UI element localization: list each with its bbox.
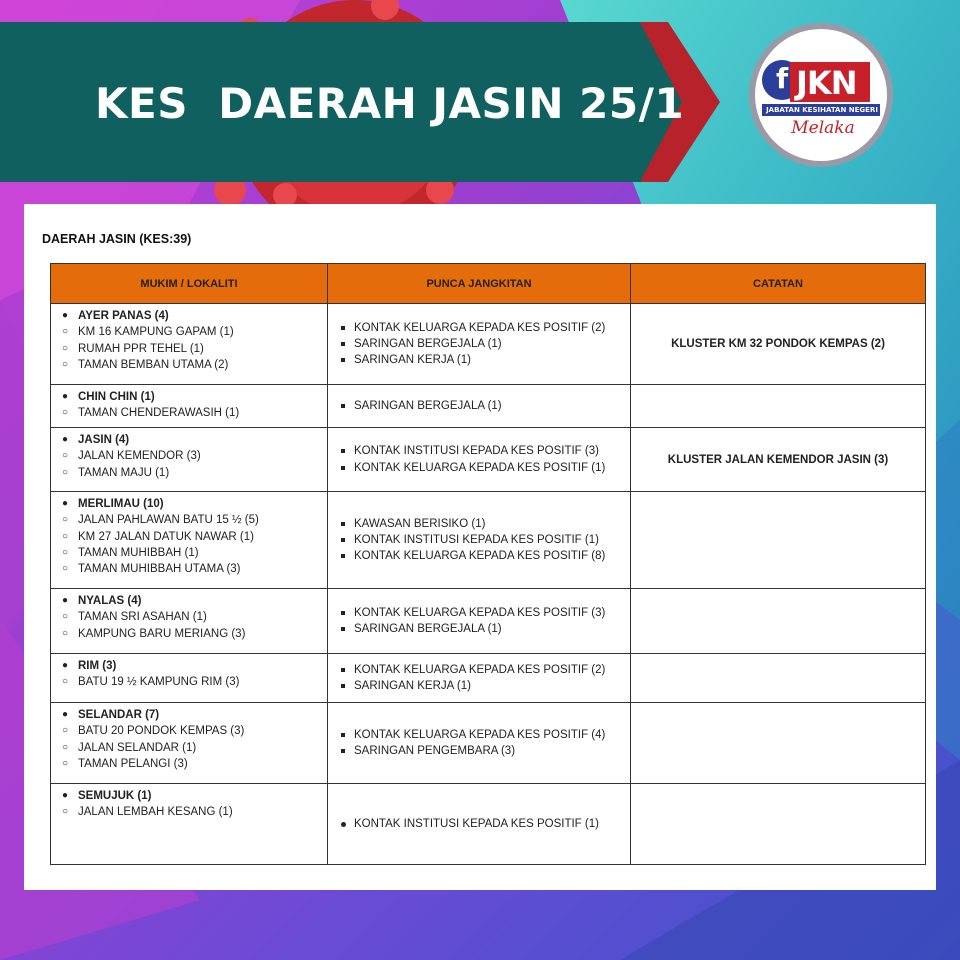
circle-bullet-icon: ○: [61, 407, 69, 419]
square-bullet-icon: [341, 449, 345, 453]
locality-name: JALAN LEMBAH KESANG (1): [78, 806, 233, 819]
square-bullet-icon: [341, 733, 345, 737]
circle-bullet-icon: ○: [61, 725, 69, 737]
catatan-cell: [631, 589, 926, 654]
page-title: KES DAERAH JASIN 25/1: [95, 79, 685, 128]
locality-name: KM 16 KAMPUNG GAPAM (1): [78, 326, 234, 339]
source-text: KONTAK KELUARGA KEPADA KES POSITIF (8): [354, 550, 606, 563]
square-bullet-icon: [341, 554, 345, 558]
source-item: [336, 320, 630, 336]
source-text: SARINGAN BERGEJALA (1): [354, 399, 502, 412]
mukim-name: CHIN CHIN (1): [78, 391, 155, 403]
locality-name: JALAN KEMENDOR (3): [78, 450, 201, 463]
punca-cell: [328, 589, 631, 654]
source-item: [336, 398, 630, 414]
logo-state: Melaka: [791, 118, 855, 138]
source-item: [336, 743, 630, 759]
locality-item: [57, 529, 327, 545]
locality-name: TAMAN BEMBAN UTAMA (2): [78, 358, 229, 371]
bullet-icon: ●: [61, 434, 69, 445]
locality-item: [57, 324, 327, 340]
source-text: KONTAK KELUARGA KEPADA KES POSITIF (4): [354, 728, 606, 741]
locality-item: [57, 405, 327, 421]
locality-name: TAMAN SRI ASAHAN (1): [78, 611, 207, 624]
punca-cell: [328, 304, 631, 385]
cases-table: [50, 263, 926, 865]
logo-acronym: JKN: [796, 64, 857, 102]
bullet-icon: ●: [61, 660, 69, 671]
source-text: SARINGAN KERJA (1): [354, 354, 471, 367]
source-text: KONTAK INSTITUSI KEPADA KES POSITIF (1): [354, 817, 599, 830]
locality-item: [57, 545, 327, 561]
source-item: [336, 516, 630, 532]
source-text: SARINGAN BERGEJALA (1): [354, 623, 502, 635]
catatan-cell: [631, 492, 926, 589]
mukim-cell: [51, 428, 328, 492]
mukim-name: NYALAS (4): [78, 595, 142, 607]
circle-bullet-icon: ○: [61, 546, 69, 558]
mukim-heading: [57, 593, 327, 609]
locality-item: [57, 723, 327, 739]
source-text: SARINGAN PENGEMBARA (3): [354, 745, 516, 757]
bullet-icon: ●: [61, 391, 69, 402]
column-header-punca: PUNCA JANGKITAN: [328, 264, 631, 304]
punca-cell: [328, 654, 631, 703]
mukim-name: RIM (3): [78, 660, 117, 672]
locality-item: [57, 341, 327, 357]
mukim-cell: [51, 654, 328, 703]
district-title: DAERAH JASIN (KES:39): [42, 232, 192, 246]
bullet-icon: ●: [61, 709, 69, 720]
source-item: [336, 605, 630, 621]
mukim-cell: [51, 703, 328, 784]
square-bullet-icon: [341, 749, 345, 753]
locality-name: TAMAN PELANGI (3): [78, 757, 188, 770]
circle-bullet-icon: ○: [61, 611, 69, 623]
circle-bullet-icon: ○: [61, 741, 69, 753]
locality-item: [57, 448, 327, 464]
mukim-heading: [57, 308, 327, 324]
table-row: [51, 703, 926, 784]
jkn-logo: [748, 22, 894, 168]
square-bullet-icon: [341, 668, 345, 672]
source-text: SARINGAN BERGEJALA (1): [354, 337, 502, 350]
circle-bullet-icon: ○: [61, 627, 69, 639]
logo-org-name: JABATAN KESIHATAN NEGERI: [766, 106, 878, 114]
square-bullet-icon: [341, 684, 345, 688]
locality-item: [57, 357, 327, 373]
circle-bullet-icon: ○: [61, 358, 69, 370]
source-item: [336, 662, 630, 678]
catatan-cell: [631, 654, 926, 703]
locality-item: [57, 512, 327, 528]
mukim-name: MERLIMAU (10): [78, 498, 164, 510]
source-text: KAWASAN BERISIKO (1): [354, 517, 486, 530]
column-header-catatan: CATATAN: [631, 264, 926, 304]
locality-item: [57, 756, 327, 772]
table-row: [51, 589, 926, 654]
source-item: [336, 532, 630, 548]
locality-name: TAMAN MUHIBBAH (1): [78, 546, 199, 559]
locality-item: [57, 609, 327, 625]
mukim-name: AYER PANAS (4): [78, 310, 169, 322]
source-item: [336, 727, 630, 743]
source-item: [336, 621, 630, 637]
logo-letter: f: [776, 62, 789, 95]
table-row: [51, 784, 926, 865]
punca-cell: [328, 784, 631, 865]
square-bullet-icon: [341, 538, 345, 542]
mukim-cell: [51, 492, 328, 589]
catatan-cell: KLUSTER JALAN KEMENDOR JASIN (3): [631, 428, 926, 492]
mukim-heading: [57, 707, 327, 723]
square-bullet-icon: [341, 627, 345, 631]
locality-item: [57, 740, 327, 756]
locality-name: TAMAN MUHIBBAH UTAMA (3): [78, 563, 241, 576]
circle-bullet-icon: ○: [61, 806, 69, 818]
mukim-name: JASIN (4): [78, 434, 130, 446]
punca-cell: [328, 492, 631, 589]
bullet-icon: ●: [61, 310, 69, 321]
column-header-mukim: MUKIM / LOKALITI: [51, 264, 328, 304]
locality-name: RUMAH PPR TEHEL (1): [78, 342, 204, 355]
source-text: KONTAK KELUARGA KEPADA KES POSITIF (1): [354, 461, 606, 474]
source-text: KONTAK KELUARGA KEPADA KES POSITIF (2): [354, 321, 606, 334]
locality-name: KAMPUNG BARU MERIANG (3): [78, 627, 246, 640]
punca-cell: [328, 428, 631, 492]
source-item: [336, 352, 630, 368]
mukim-cell: [51, 589, 328, 654]
square-bullet-icon: [341, 611, 345, 615]
square-bullet-icon: [341, 358, 345, 362]
locality-item: [57, 561, 327, 577]
locality-name: BATU 20 PONDOK KEMPAS (3): [78, 725, 245, 738]
mukim-cell: [51, 385, 328, 428]
source-text: KONTAK KELUARGA KEPADA KES POSITIF (3): [354, 606, 606, 619]
bullet-icon: ●: [61, 498, 69, 509]
mukim-cell: [51, 304, 328, 385]
source-text: KONTAK KELUARGA KEPADA KES POSITIF (2): [354, 663, 606, 676]
circle-bullet-icon: ○: [61, 342, 69, 354]
table-row: [51, 385, 926, 428]
mukim-heading: [57, 658, 327, 674]
source-item: [336, 443, 630, 459]
mukim-name: SEMUJUK (1): [78, 790, 152, 802]
square-bullet-icon: [341, 326, 345, 330]
source-item: [336, 816, 630, 832]
source-item: [336, 460, 630, 476]
table-row: [51, 304, 926, 385]
circle-bullet-icon: ○: [61, 757, 69, 769]
mukim-heading: [57, 496, 327, 512]
punca-cell: [328, 703, 631, 784]
table-row: [51, 428, 926, 492]
locality-item: [57, 626, 327, 642]
source-text: KONTAK INSTITUSI KEPADA KES POSITIF (3): [354, 445, 599, 458]
circle-bullet-icon: ○: [61, 514, 69, 526]
circle-bullet-icon: ○: [61, 466, 69, 478]
source-item: [336, 678, 630, 694]
dot-bullet-icon: [341, 822, 346, 827]
locality-item: [57, 674, 327, 690]
catatan-cell: [631, 784, 926, 865]
catatan-cell: [631, 385, 926, 428]
source-text: KONTAK INSTITUSI KEPADA KES POSITIF (1): [354, 533, 599, 546]
source-item: [336, 548, 630, 564]
catatan-cell: [631, 703, 926, 784]
table-row: [51, 492, 926, 589]
circle-bullet-icon: ○: [61, 326, 69, 338]
circle-bullet-icon: ○: [61, 450, 69, 462]
mukim-heading: [57, 432, 327, 448]
locality-name: TAMAN CHENDERAWASIH (1): [78, 407, 240, 420]
table-header-row: [51, 264, 926, 304]
mukim-heading: [57, 389, 327, 405]
mukim-cell: [51, 784, 328, 865]
catatan-cell: KLUSTER KM 32 PONDOK KEMPAS (2): [631, 304, 926, 385]
circle-bullet-icon: ○: [61, 530, 69, 542]
locality-item: [57, 465, 327, 481]
bullet-icon: ●: [61, 790, 69, 801]
mukim-heading: [57, 788, 327, 804]
locality-item: [57, 804, 327, 820]
mukim-name: SELANDAR (7): [78, 709, 160, 721]
square-bullet-icon: [341, 404, 345, 408]
circle-bullet-icon: ○: [61, 676, 69, 688]
source-item: [336, 336, 630, 352]
locality-name: KM 27 JALAN DATUK NAWAR (1): [78, 530, 254, 543]
square-bullet-icon: [341, 342, 345, 346]
table-row: [51, 654, 926, 703]
punca-cell: [328, 385, 631, 428]
locality-name: JALAN PAHLAWAN BATU 15 ½ (5): [78, 514, 259, 527]
source-text: SARINGAN KERJA (1): [354, 680, 471, 692]
locality-name: TAMAN MAJU (1): [78, 466, 170, 479]
circle-bullet-icon: ○: [61, 563, 69, 575]
locality-name: BATU 19 ½ KAMPUNG RIM (3): [78, 676, 240, 689]
square-bullet-icon: [341, 466, 345, 470]
locality-name: JALAN SELANDAR (1): [78, 741, 197, 754]
square-bullet-icon: [341, 522, 345, 526]
bullet-icon: ●: [61, 595, 69, 606]
